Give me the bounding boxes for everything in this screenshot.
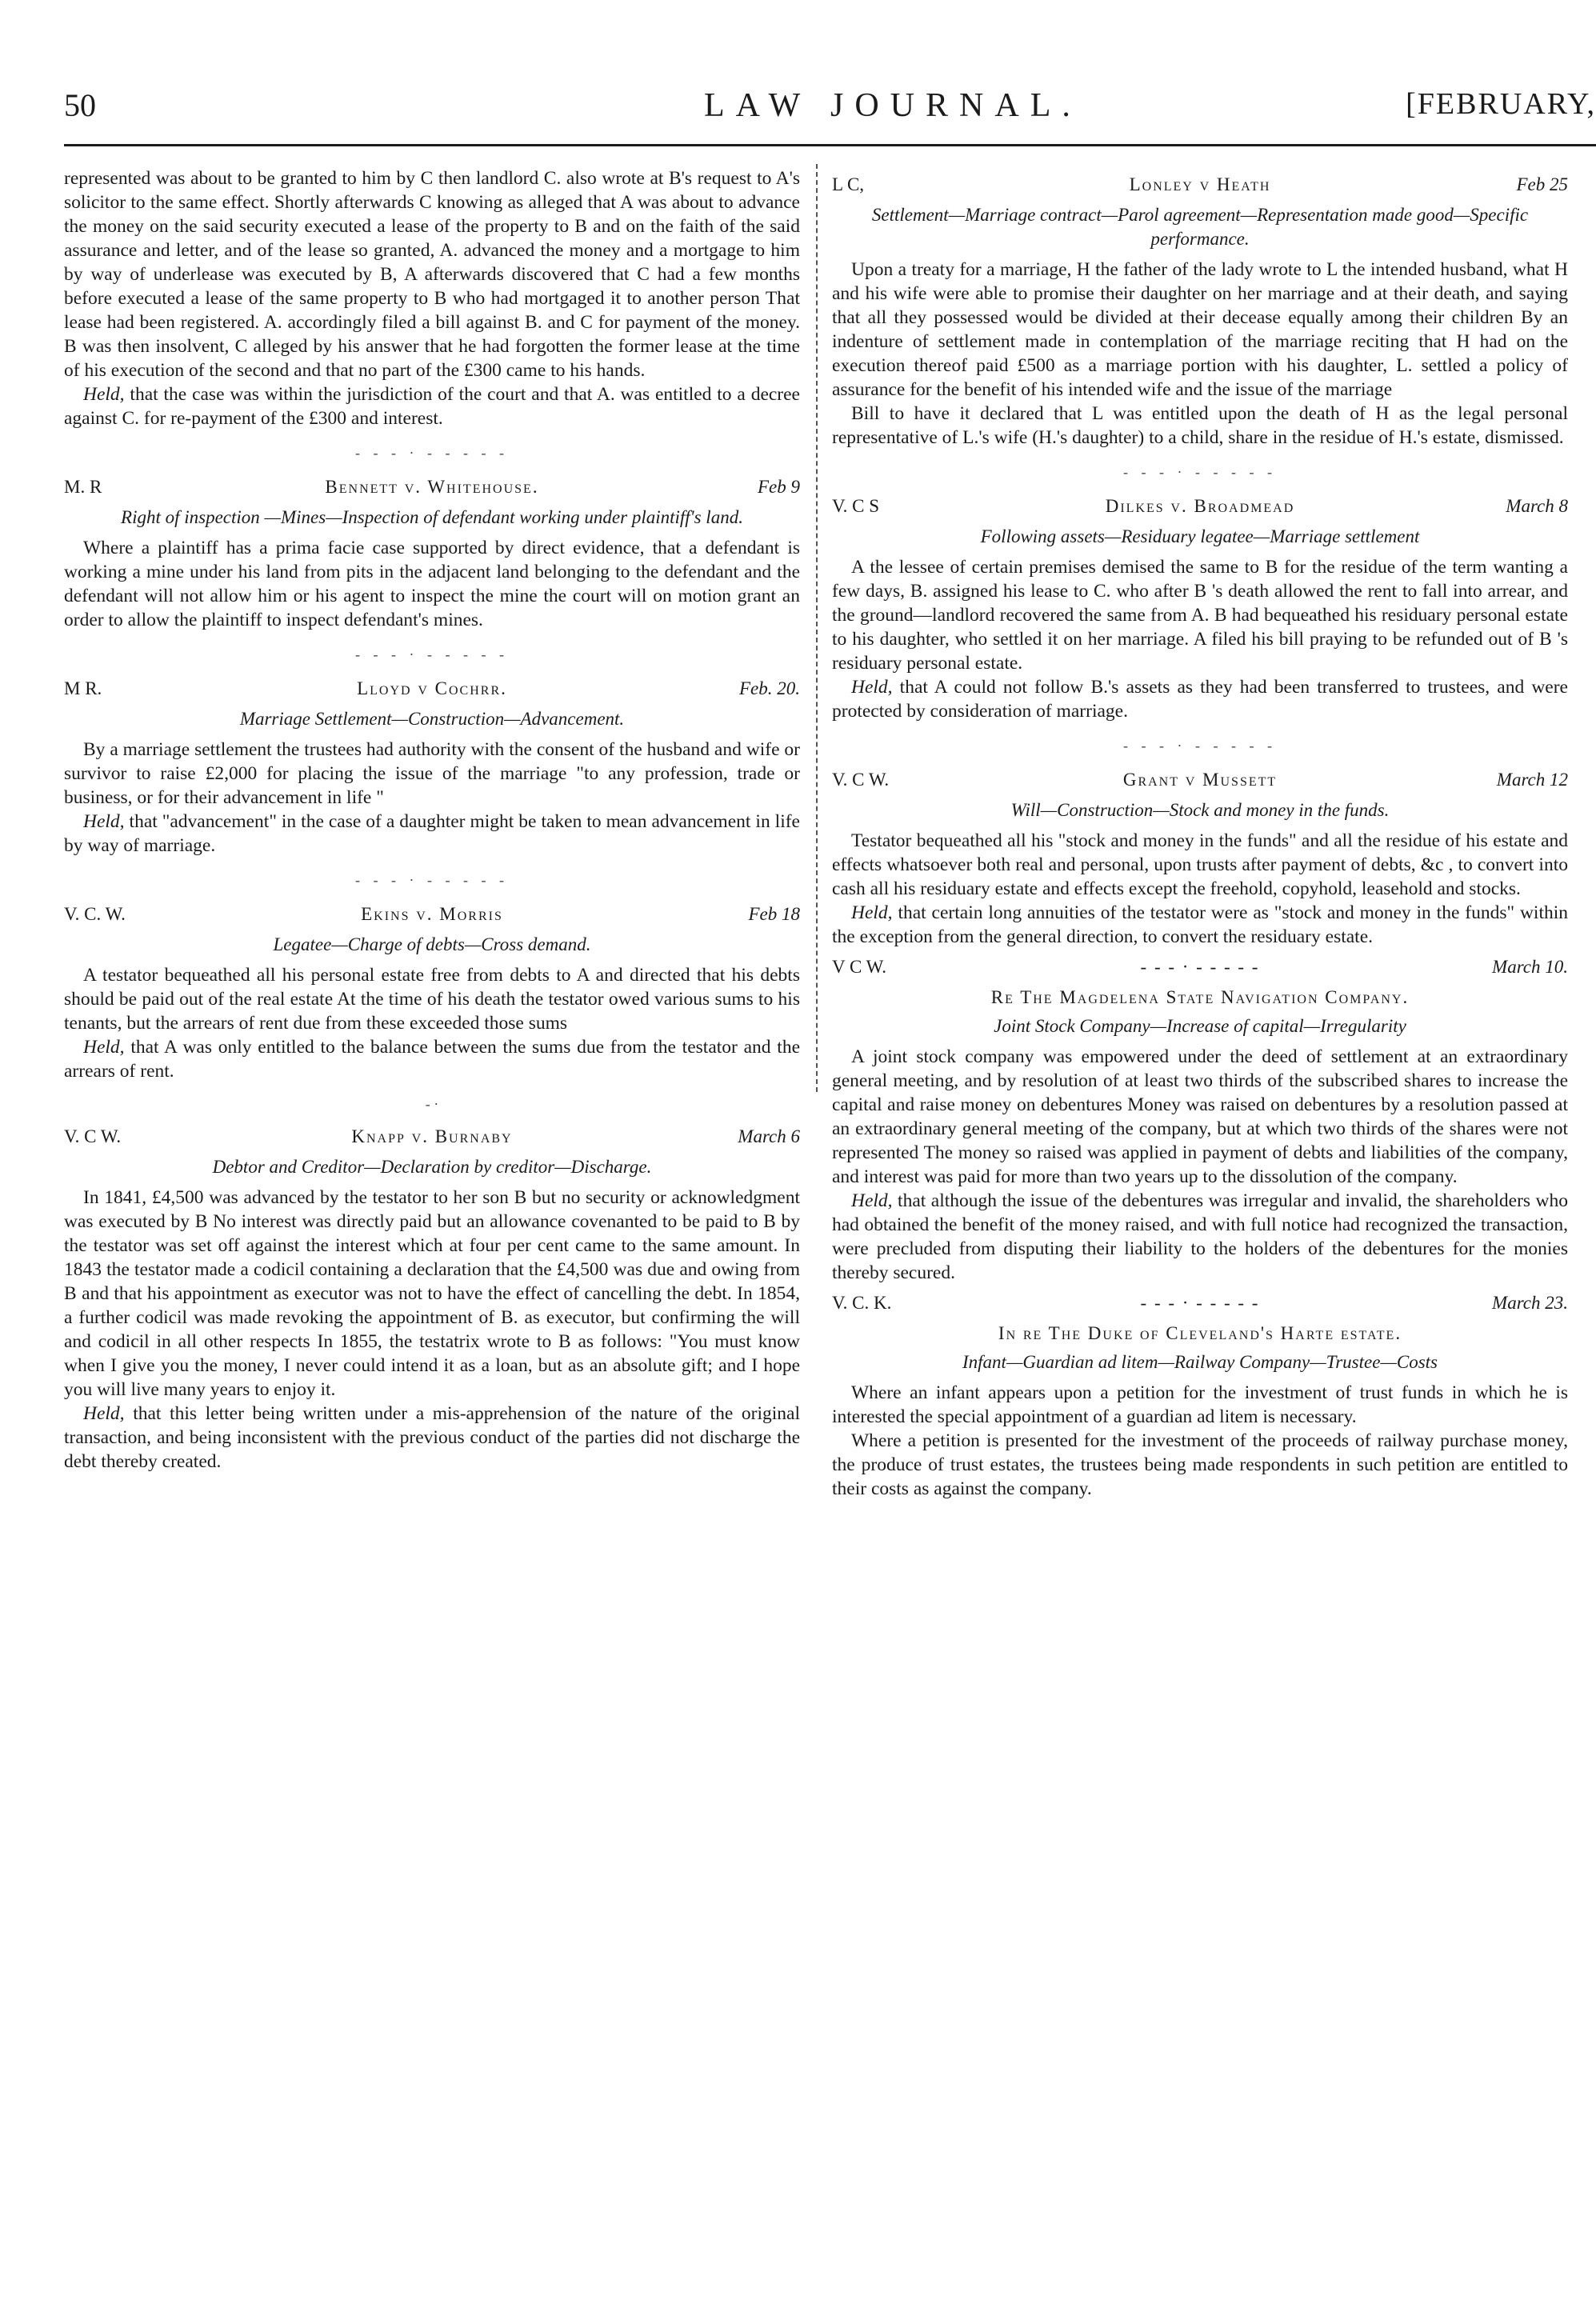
- court-abbrev: M. R: [64, 477, 102, 497]
- case-date: March 23.: [1492, 1293, 1568, 1313]
- journal-title: LAW JOURNAL.: [704, 87, 1082, 124]
- left-column: [64, 166, 800, 2294]
- case-date: Feb. 20.: [738, 678, 800, 698]
- case-header: [64, 477, 800, 506]
- case-date: Feb 9: [757, 477, 800, 497]
- running-head: [64, 86, 1596, 134]
- case-paragraph: Where a petition is presented for the investment of the proceeds of railway purchase money, the produce of trust estates, the trustees being made respondents in such petition are entitled to their costs as against the company.: [832, 1430, 1568, 1499]
- case-parties: Ekins v. Morris: [361, 904, 503, 924]
- case-subject: Marriage Settlement—Construction—Advancement.: [239, 709, 625, 729]
- case-paragraph: Testator bequeathed all his "stock and money in the funds" and all the residue of his estate and effects whatsoever both real and personal, upon trusts after payment of debts, &c , to convert into cash all his residuary estate and effects except the freehold, copyhold, leasehold and stocks.: [832, 830, 1568, 899]
- case-header: [832, 496, 1568, 525]
- case-subject: Settlement—Marriage contract—Parol agreement—Representation made good—Specific performance.: [871, 205, 1529, 249]
- case-entry: [832, 1293, 1568, 1501]
- held-label: Held,: [851, 677, 893, 698]
- case-heading: In re The Duke of Cleveland's Harte estate.: [998, 1323, 1402, 1343]
- held-label: Held,: [83, 811, 125, 832]
- case-entry: [832, 957, 1568, 1285]
- case-parties: Knapp v. Burnaby: [351, 1126, 513, 1146]
- case-parties: Lloyd v Cochrr.: [357, 678, 507, 698]
- case-paragraph: Upon a treaty for a marriage, H the father of the lady wrote to L the intended husband, what H and his wife were able to promise their daughter on her marriage and at their death, and saying that all they possessed would be divided at their decease equally among their children By an indenture of settlement made in contemplation of the marriage reciting that H had on the execution thereof paid £500 as a marriage portion with his daughter, L. settled a policy of assurance for the benefit of his intended wife and the issue of the marriage: [832, 259, 1568, 400]
- held-paragraph: Held, that this letter being written under a mis-apprehension of the nature of the original transaction, and being inconsistent with the previous conduct of the parties did not discharge the debt thereby created.: [64, 1403, 800, 1472]
- court-abbrev: L C,: [832, 174, 865, 194]
- header-rule: [64, 144, 1596, 146]
- separator: - - - · - - - - -: [355, 445, 509, 461]
- case-date: March 8: [1506, 496, 1568, 516]
- case-separator-rule: - - - · - - - - -: [1140, 1293, 1260, 1313]
- case-header: [832, 957, 1568, 986]
- case-parties: Bennett v. Whitehouse.: [325, 477, 539, 497]
- case-date: March 12: [1496, 770, 1568, 790]
- case-date: March 10.: [1492, 957, 1568, 977]
- court-abbrev: V. C. W.: [64, 904, 126, 924]
- case-date: Feb 25: [1516, 174, 1568, 194]
- separator: - - - · - - - - -: [1123, 738, 1277, 754]
- case-date: Feb 18: [748, 904, 800, 924]
- court-abbrev: V. C. K.: [832, 1293, 892, 1313]
- continued-case: [64, 166, 800, 430]
- case-header: [64, 678, 800, 707]
- held-paragraph: Held, that A could not follow B.'s assets as they had been transferred to trustees, and were protected by consideration of marriage.: [832, 677, 1568, 722]
- case-subject: Joint Stock Company—Increase of capital—Irregularity: [994, 1016, 1406, 1036]
- case-header: [64, 1126, 800, 1155]
- court-abbrev: M R.: [64, 678, 102, 698]
- held-label: Held,: [83, 1037, 125, 1058]
- case-heading: Re The Magdelena State Navigation Company.: [990, 987, 1410, 1007]
- case-parties: Dilkes v. Broadmead: [1105, 496, 1295, 516]
- held-paragraph: Held, that "advancement" in the case of a daughter might be taken to mean advancement in life by way of marriage.: [64, 811, 800, 856]
- right-column: [832, 166, 1568, 2294]
- case-paragraph: represented was about to be granted to him by C then landlord C. also wrote at B's request to A's solicitor to the same effect. Shortly afterwards C knowing as alleged that A was about to advance the money on the said security executed a lease of the property to B and on the faith of the said assurance and letter, and of the lease so granted, A. advanced the money and a mortgage to him by way of underlease was executed by B, A afterwards discovered that C had a few months before executed a lease of the same property to B who had mortgaged it to another person That lease had been registered. A. accordingly filed a bill against B. and C for payment of the money. B was then insolvent, C alleged by his answer that he had forgotten the former lease at the time of his execution of the second and that no part of the £300 came to his hands.: [64, 168, 800, 381]
- case-paragraph: In 1841, £4,500 was advanced by the testator to her son B but no security or acknowledgment was executed by B No interest was directly paid but an allowance covenanted to be paid to B by the testator was set off against the interest which at four per cent came to the same amount. In 1843 the testator made a codicil containing a declaration that the £4,500 was due and owing from B and that his appointment as executor was not to have the effect of cancelling the debt. In 1854, a further codicil was made revoking the appointment of B. as executor, but confirming the will and codicil in all other respects In 1855, the testatrix wrote to B as follows: "You must know when I give you the money, I never could intend it as a loan, but as an absolute gift; and I hope you will live many years to enjoy it.: [64, 1187, 800, 1400]
- case-subject: Legatee—Charge of debts—Cross demand.: [273, 934, 591, 954]
- case-header: [832, 770, 1568, 798]
- case-entry: [832, 174, 1568, 450]
- case-paragraph: A the lessee of certain premises demised the same to B for the residue of the term wanting a few days, B. assigned his lease to C. who after B 's death allowed the rent to fall into arrear, and the ground—landlord recovered the same from A. B had bequeathed his residuary personal estate to his daughter, who settled it on her marriage. A filed his bill praying to be refunded out of B 's residuary personal estate.: [832, 557, 1568, 674]
- separator: - - - · - - - - -: [355, 872, 509, 888]
- court-abbrev: V C W.: [832, 957, 886, 977]
- case-subject: Debtor and Creditor—Declaration by creditor—Discharge.: [212, 1157, 652, 1177]
- case-subject: Right of inspection —Mines—Inspection of defendant working under plaintiff's land.: [121, 507, 743, 527]
- separator: - ·: [425, 1096, 439, 1112]
- held-paragraph: Held, that A was only entitled to the balance between the sums due from the testator and the arrears of rent.: [64, 1037, 800, 1082]
- case-paragraph: A joint stock company was empowered under the deed of settlement at an extraordinary general meeting, and by resolution of at least two thirds of the subscribed shares to increase the capital and raise money on debentures Money was raised on debentures by a resolution passed at an extraordinary general meeting of the company, but at which two thirds of the shares were not represented The money so raised was applied in payment of debts and liabilities of the company, and interest was paid for more than two years up to the dissolution of the company.: [832, 1046, 1568, 1187]
- held-label: Held,: [851, 902, 893, 923]
- case-header: [832, 1293, 1568, 1322]
- held-paragraph: Held, that the case was within the jurisdiction of the court and that A. was entitled to a decree against C. for re-payment of the £300 and interest.: [64, 384, 800, 429]
- court-abbrev: V. C S: [832, 496, 880, 516]
- court-abbrev: V. C W.: [832, 770, 890, 790]
- case-date: March 6: [738, 1126, 800, 1146]
- court-abbrev: V. C W.: [64, 1126, 122, 1146]
- case-paragraph: Bill to have it declared that L was entitled upon the death of H as the legal personal representative of L.'s wife (H.'s daughter) to a child, share in the residue of H.'s estate, dismissed.: [832, 403, 1568, 448]
- page-number: 50: [64, 87, 96, 123]
- case-entry: [64, 678, 800, 858]
- case-entry: [64, 1126, 800, 1474]
- case-entry: [832, 496, 1568, 723]
- case-entry: [64, 477, 800, 632]
- case-paragraph: A testator bequeathed all his personal estate free from debts to A and directed that his debts should be paid out of the real estate At the time of his death the testator owed various sums to his tenants, but the arrears of rent due from these exceeded those sums: [64, 965, 800, 1034]
- case-entry: [64, 904, 800, 1083]
- held-paragraph: Held, that certain long annuities of the testator were as "stock and money in the funds" within the exception from the general direction, to convert the residuary estate.: [832, 902, 1568, 947]
- case-subject: Infant—Guardian ad litem—Railway Company—Trustee—Costs: [962, 1352, 1438, 1372]
- held-paragraph: Held, that although the issue of the debentures was irregular and invalid, the shareholders who had obtained the benefit of the money raised, and with full notice had recognized the transaction, were precluded from disputing their liability to the holders of the debentures for the monies thereby secured.: [832, 1190, 1568, 1283]
- case-subject: Following assets—Residuary legatee—Marriage settlement: [980, 526, 1420, 546]
- held-label: Held,: [83, 384, 125, 405]
- case-parties: Lonley v Heath: [1129, 174, 1271, 194]
- case-separator-rule: - - - · - - - - -: [1140, 957, 1260, 977]
- case-paragraph: Where an infant appears upon a petition for the investment of trust funds in which he is interested the special appointment of a guardian ad litem is necessary.: [832, 1382, 1568, 1427]
- case-header: [832, 174, 1568, 203]
- case-paragraph: By a marriage settlement the trustees had authority with the consent of the husband and wife or survivor to raise £2,000 for placing the issue of the marriage "to any profession, trade or business, or for their advancement in life ": [64, 739, 800, 808]
- case-paragraph: Where a plaintiff has a prima facie case supported by direct evidence, that a defendant is working a mine under his land from pits in the adjacent land belonging to the defendant and the defendant will not allow him or his agent to inspect the mine the court will on motion grant an order to allow the plaintiff to inspect defendant's mines.: [64, 538, 800, 630]
- case-subject: Will—Construction—Stock and money in the funds.: [1010, 800, 1390, 820]
- case-header: [64, 904, 800, 933]
- separator: - - - · - - - - -: [355, 646, 509, 662]
- held-label: Held,: [83, 1403, 125, 1424]
- case-entry: [832, 770, 1568, 949]
- column-divider: [816, 164, 818, 1092]
- issue-month: [FEBRUARY,: [1406, 87, 1596, 121]
- held-label: Held,: [851, 1190, 893, 1211]
- case-parties: Grant v Mussett: [1122, 770, 1278, 790]
- separator: - - - · - - - - -: [1123, 464, 1277, 480]
